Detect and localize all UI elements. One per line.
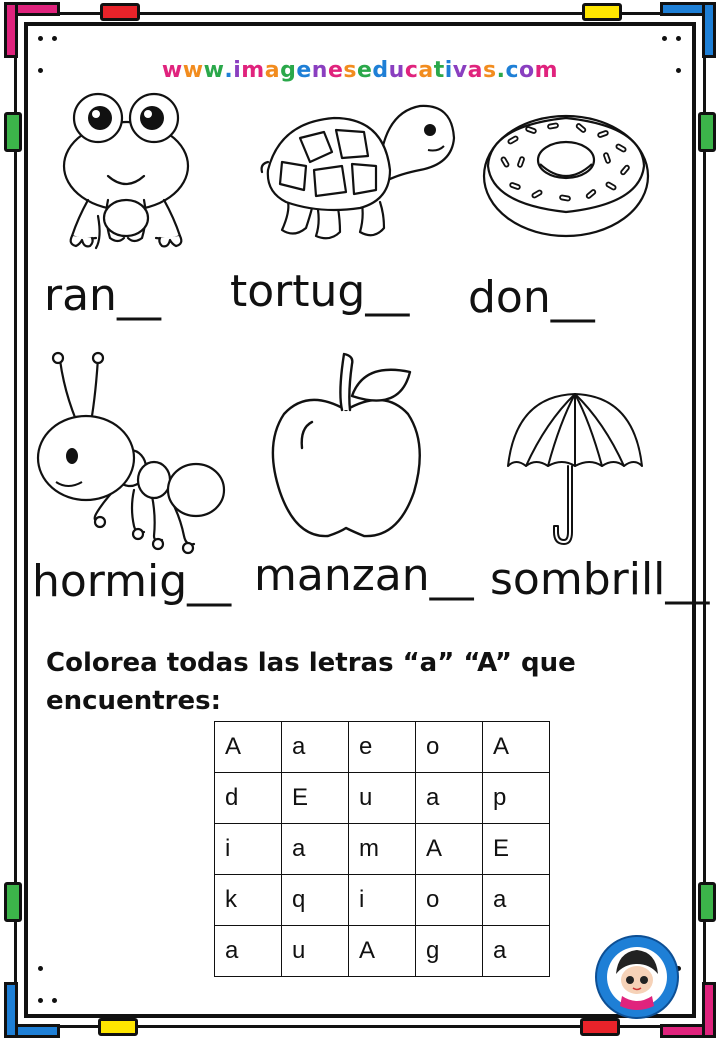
- letter-cell[interactable]: A: [416, 824, 483, 875]
- border-tab-red: [580, 1018, 620, 1036]
- letter-cell[interactable]: a: [416, 773, 483, 824]
- border-dot: [38, 36, 43, 41]
- turtle-icon: [260, 92, 456, 242]
- instruction-text: [46, 644, 666, 720]
- letter-cell[interactable]: o: [416, 875, 483, 926]
- grid-row: [215, 875, 550, 926]
- ant-icon: [34, 350, 226, 560]
- grid-row: [215, 824, 550, 875]
- letter-cell[interactable]: p: [483, 773, 550, 824]
- letter-cell[interactable]: m: [349, 824, 416, 875]
- corner-decoration-top-right: [660, 2, 716, 58]
- letter-grid: [214, 721, 550, 977]
- letter-cell[interactable]: g: [416, 926, 483, 977]
- border-dot: [38, 998, 43, 1003]
- letter-cell[interactable]: o: [416, 722, 483, 773]
- exercise-word: sombrill__: [490, 554, 710, 605]
- border-tab-green: [698, 882, 716, 922]
- exercise-word: hormig__: [32, 556, 232, 607]
- border-tab-green: [4, 882, 22, 922]
- border-tab-red: [100, 3, 140, 21]
- apple-icon: [268, 352, 424, 548]
- site-url: www.imageneseducativas.com: [161, 58, 559, 83]
- border-dot: [676, 36, 681, 41]
- letter-cell[interactable]: E: [483, 824, 550, 875]
- letter-cell[interactable]: q: [282, 875, 349, 926]
- letter-cell[interactable]: A: [349, 926, 416, 977]
- letter-cell[interactable]: k: [215, 875, 282, 926]
- letter-cell[interactable]: A: [215, 722, 282, 773]
- corner-decoration-top-left: [4, 2, 60, 58]
- letter-cell[interactable]: a: [282, 722, 349, 773]
- instruction-line: encuentres:: [46, 686, 221, 716]
- border-tab-yellow: [582, 3, 622, 21]
- border-tab-green: [4, 112, 22, 152]
- exercise-word: don__: [468, 272, 595, 323]
- letter-cell[interactable]: i: [349, 875, 416, 926]
- grid-row: [215, 722, 550, 773]
- grid-row: [215, 773, 550, 824]
- letter-cell[interactable]: a: [282, 824, 349, 875]
- border-dot: [38, 966, 43, 971]
- letter-cell[interactable]: a: [483, 875, 550, 926]
- logo-badge-icon: [594, 934, 680, 1020]
- exercise-word: ran__: [44, 270, 161, 321]
- letter-cell[interactable]: u: [282, 926, 349, 977]
- letter-cell[interactable]: E: [282, 773, 349, 824]
- letter-cell[interactable]: d: [215, 773, 282, 824]
- border-dot: [52, 36, 57, 41]
- letter-cell[interactable]: A: [483, 722, 550, 773]
- border-tab-green: [698, 112, 716, 152]
- border-tab-yellow: [98, 1018, 138, 1036]
- frog-icon: [58, 88, 194, 252]
- corner-decoration-bottom-left: [4, 982, 60, 1038]
- letter-cell[interactable]: a: [215, 926, 282, 977]
- donut-icon: [480, 104, 652, 240]
- grid-row: [215, 926, 550, 977]
- border-dot: [52, 998, 57, 1003]
- exercise-word: tortug__: [230, 266, 410, 317]
- instruction-line: Colorea todas las letras “a” “A” que: [46, 648, 576, 678]
- letter-cell[interactable]: u: [349, 773, 416, 824]
- letter-cell[interactable]: a: [483, 926, 550, 977]
- letter-cell[interactable]: e: [349, 722, 416, 773]
- border-dot: [662, 36, 667, 41]
- umbrella-icon: [506, 392, 644, 552]
- letter-cell[interactable]: i: [215, 824, 282, 875]
- exercise-word: manzan__: [254, 550, 474, 601]
